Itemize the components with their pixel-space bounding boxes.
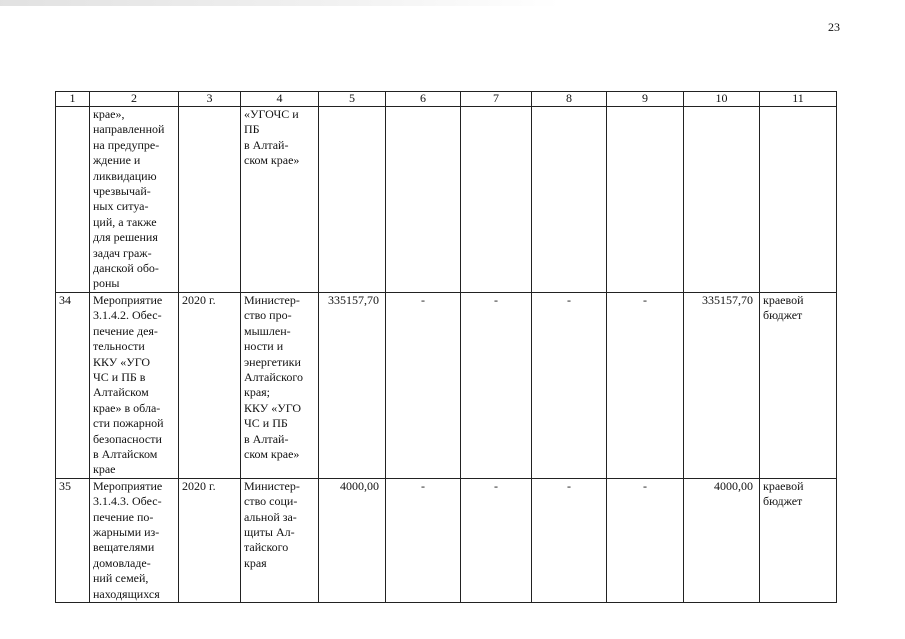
cell-text-line: тайского xyxy=(244,540,289,555)
col-header: 2 xyxy=(90,92,179,107)
col-header: 9 xyxy=(607,92,684,107)
amount-col6: - xyxy=(386,478,461,602)
executor xyxy=(241,107,319,293)
cell-text-line: мышлен- xyxy=(244,323,291,338)
cell-text-line: на предупре- xyxy=(93,137,160,152)
cell-text-line: крае», xyxy=(93,107,125,121)
cell-text-line: ККУ «УГО xyxy=(93,354,151,369)
col-header: 10 xyxy=(684,92,760,107)
col-header: 1 xyxy=(56,92,90,107)
amount-col9: - xyxy=(607,478,684,602)
amount-col10: 4000,00 xyxy=(684,478,760,602)
cell-text-line: ЧС и ПБ в xyxy=(93,369,146,384)
column-number-row xyxy=(56,92,837,107)
cell-text-line: печение по- xyxy=(93,509,154,524)
funding-source xyxy=(760,478,837,602)
period xyxy=(179,107,241,293)
cell-text-line: ций, а также xyxy=(93,214,157,229)
cell-text-line: Министер- xyxy=(244,478,300,493)
cell-text-line: краевой xyxy=(763,478,804,493)
col-header: 4 xyxy=(241,92,319,107)
cell-text-line: краевой xyxy=(763,292,804,307)
col-header: 6 xyxy=(386,92,461,107)
cell-text-line: сти пожарной xyxy=(93,416,164,431)
cell-text-line: печение дея- xyxy=(93,323,158,338)
cell-text-line: роны xyxy=(93,276,120,291)
row-number: 35 xyxy=(56,478,90,602)
row-number: 34 xyxy=(56,292,90,478)
cell-text-line: ных ситуа- xyxy=(93,199,149,214)
col-header: 3 xyxy=(179,92,241,107)
table-row xyxy=(56,292,837,478)
cell-text-line: в Алтайском xyxy=(93,446,158,461)
cell-text-line: Алтайском xyxy=(93,385,149,400)
cell-text-line: находящихся xyxy=(93,586,160,601)
cell-text-line: 3.1.4.2. Обес- xyxy=(93,308,162,323)
amount-col7: - xyxy=(461,478,532,602)
activity-name xyxy=(90,478,179,602)
cell-text-line: ском крае» xyxy=(244,446,300,461)
amount-col8: - xyxy=(532,478,607,602)
cell-text-line: тельности xyxy=(93,339,145,354)
period: 2020 г. xyxy=(179,292,241,478)
cell-text-line: бюджет xyxy=(763,494,803,509)
cell-text-line: ККУ «УГО xyxy=(244,400,302,415)
cell-text-line: 3.1.4.3. Обес- xyxy=(93,494,162,509)
amount-col7 xyxy=(461,107,532,293)
cell-text-line: задач граж- xyxy=(93,245,152,260)
cell-text-line: для решения xyxy=(93,230,158,245)
page-number: 23 xyxy=(828,20,840,34)
cell-text-line: ство соци- xyxy=(244,494,298,509)
cell-text-line: щиты Ал- xyxy=(244,524,295,539)
col-header: 8 xyxy=(532,92,607,107)
amount-col9 xyxy=(607,107,684,293)
cell-text-line: альной за- xyxy=(244,509,297,524)
table-row xyxy=(56,478,837,602)
cell-text-line: жарными из- xyxy=(93,524,160,539)
cell-text-line: края; xyxy=(244,385,271,400)
cell-text-line: Министер- xyxy=(244,292,300,307)
col-header: 11 xyxy=(760,92,837,107)
col-header: 5 xyxy=(319,92,386,107)
activity-name xyxy=(90,292,179,478)
scan-edge-artifact xyxy=(0,0,560,6)
budget-table xyxy=(55,91,837,603)
cell-text-line: ности и xyxy=(244,339,284,354)
cell-text-line: бюджет xyxy=(763,308,803,323)
cell-text-line: края xyxy=(244,555,267,570)
total-amount xyxy=(319,107,386,293)
cell-text-line: крае» в обла- xyxy=(93,400,161,415)
cell-text-line: ний семей, xyxy=(93,571,149,586)
total-amount: 4000,00 xyxy=(319,478,386,602)
cell-text-line: Мероприятие xyxy=(93,478,163,493)
table-row xyxy=(56,107,837,293)
cell-text-line: Мероприятие xyxy=(93,292,163,307)
cell-text-line: ЧС и ПБ xyxy=(244,416,288,431)
activity-name xyxy=(90,107,179,293)
cell-text-line: направленной xyxy=(93,122,165,137)
funding-source xyxy=(760,107,837,293)
cell-text-line: Алтайского xyxy=(244,369,303,384)
row-number xyxy=(56,107,90,293)
cell-text-line: ПБ xyxy=(244,122,260,137)
cell-text-line: чрезвычай- xyxy=(93,184,151,199)
cell-text-line: ждение и xyxy=(93,153,141,168)
cell-text-line: в Алтай- xyxy=(244,431,289,446)
col-header: 7 xyxy=(461,92,532,107)
cell-text-line: ликвидацию xyxy=(93,168,157,183)
cell-text-line: данской обо- xyxy=(93,261,159,276)
executor xyxy=(241,478,319,602)
funding-source xyxy=(760,292,837,478)
amount-col6: - xyxy=(386,292,461,478)
cell-text-line: ском крае» xyxy=(244,153,300,168)
cell-text-line: энергетики xyxy=(244,354,301,369)
amount-col6 xyxy=(386,107,461,293)
cell-text-line: безопасности xyxy=(93,431,162,446)
cell-text-line: крае xyxy=(93,462,116,477)
total-amount: 335157,70 xyxy=(319,292,386,478)
cell-text-line: ство про- xyxy=(244,308,292,323)
amount-col10: 335157,70 xyxy=(684,292,760,478)
amount-col7: - xyxy=(461,292,532,478)
amount-col8: - xyxy=(532,292,607,478)
cell-text-line: домовладе- xyxy=(93,555,151,570)
amount-col10 xyxy=(684,107,760,293)
executor xyxy=(241,292,319,478)
cell-text-line: «УГОЧС и xyxy=(244,107,299,121)
cell-text-line: вещателями xyxy=(93,540,155,555)
amount-col9: - xyxy=(607,292,684,478)
amount-col8 xyxy=(532,107,607,293)
period: 2020 г. xyxy=(179,478,241,602)
cell-text-line: в Алтай- xyxy=(244,137,289,152)
